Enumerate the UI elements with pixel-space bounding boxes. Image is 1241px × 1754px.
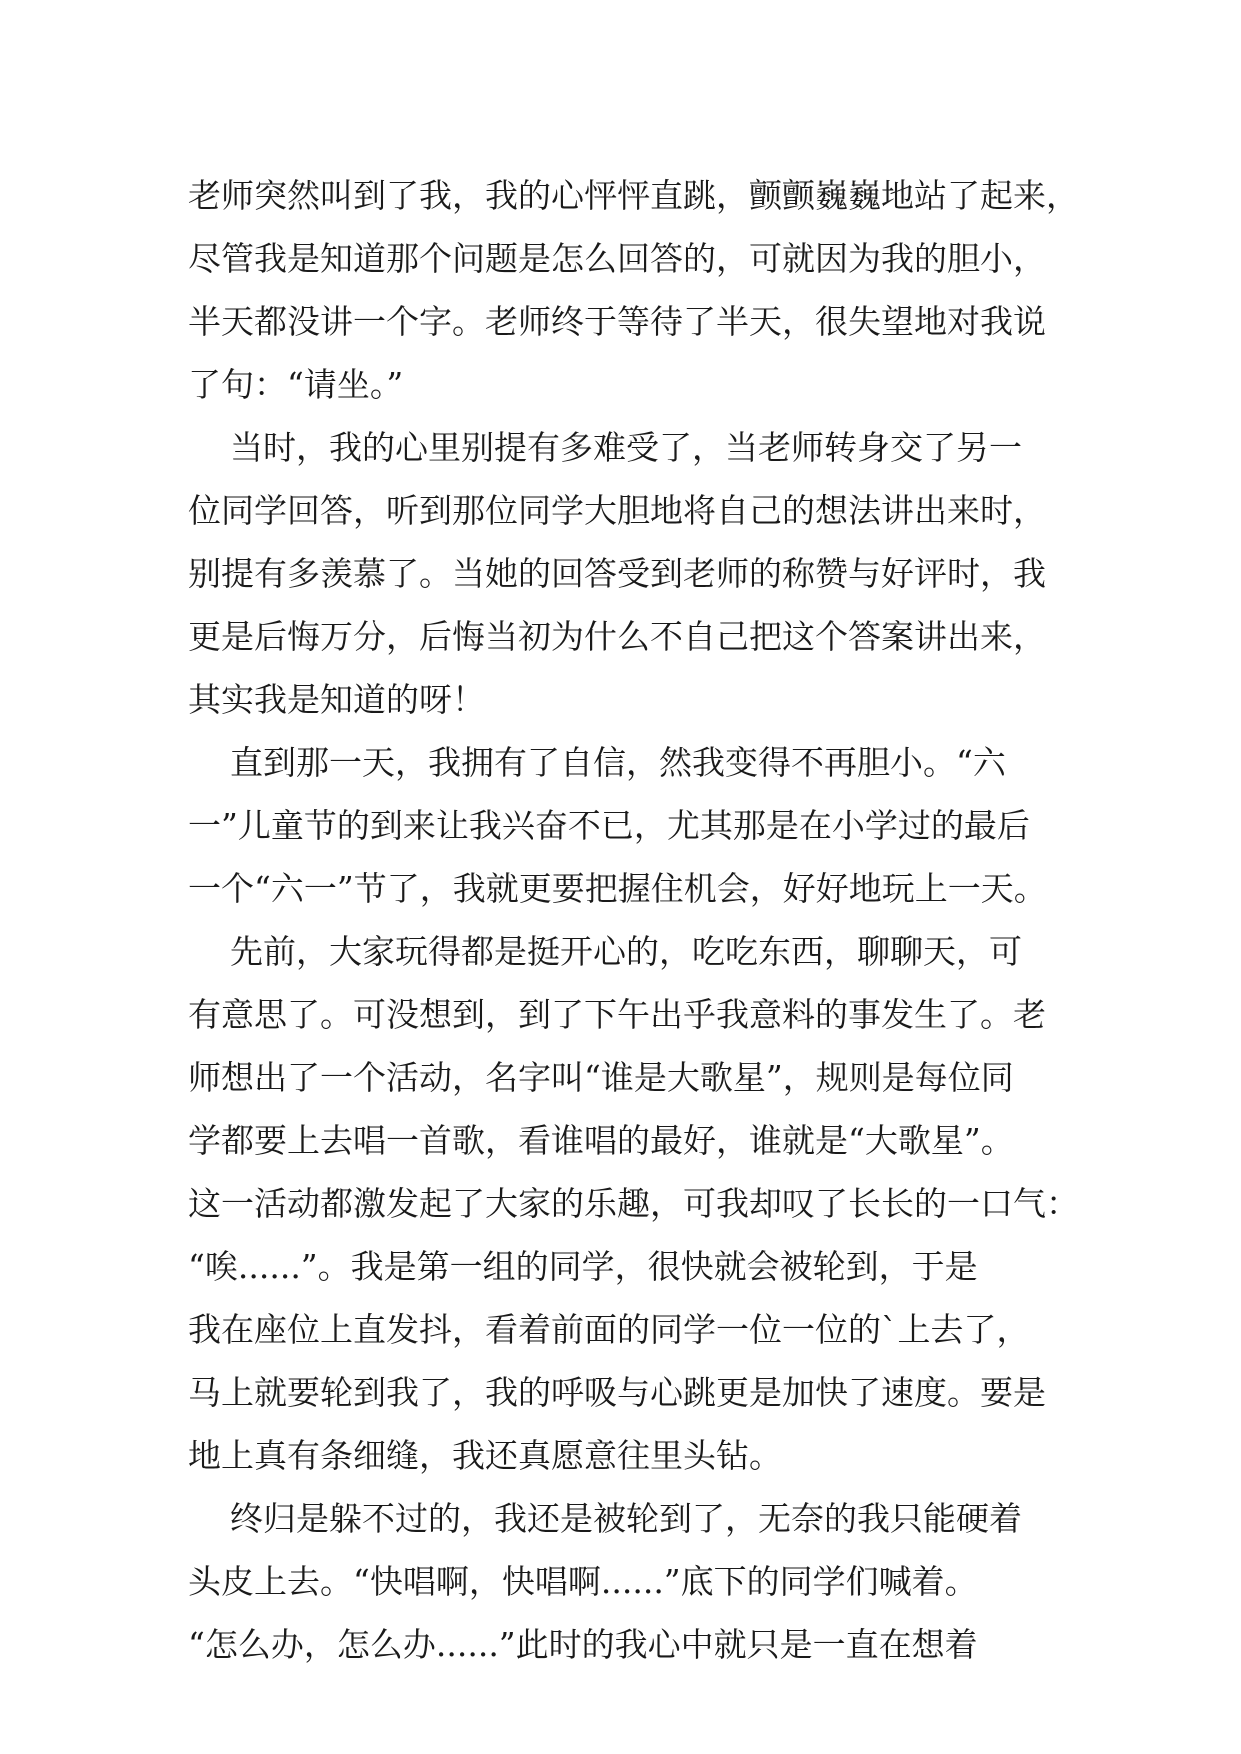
text-line: 头皮上去。“快唱啊，快唱啊......”底下的同学们喊着。 (188, 1562, 978, 1601)
text-line: 有意思了。可没想到，到了下午出乎我意料的事发生了。老 (188, 995, 1046, 1034)
text-line: 这一活动都激发起了大家的乐趣，可我却叹了长长的一口气： (188, 1184, 1079, 1223)
text-line: 我在座位上直发抖，看着前面的同学一位一位的`上去了， (188, 1310, 1030, 1349)
text-line: 了句：“请坐。” (188, 365, 404, 404)
body-text (188, 164, 1079, 1676)
text-line: 老师突然叫到了我，我的心怦怦直跳，颤颤巍巍地站了起来， (188, 176, 1079, 215)
text-line: 直到那一天，我拥有了自信，然我变得不再胆小。“六 (188, 743, 1006, 782)
text-line: 别提有多羡慕了。当她的回答受到老师的称赞与好评时，我 (188, 554, 1046, 593)
text-line: 地上真有条细缝，我还真愿意往里头钻。 (188, 1436, 782, 1475)
text-line: 一”儿童节的到来让我兴奋不已，尤其那是在小学过的最后 (188, 806, 1030, 845)
text-line: 尽管我是知道那个问题是怎么回答的，可就因为我的胆小， (188, 239, 1046, 278)
text-line: 学都要上去唱一首歌，看谁唱的最好，谁就是“大歌星”。 (188, 1121, 1014, 1160)
text-line: 位同学回答，听到那位同学大胆地将自己的想法讲出来时， (188, 491, 1046, 530)
text-line: 更是后悔万分，后悔当初为什么不自己把这个答案讲出来， (188, 617, 1046, 656)
text-line: 终归是躲不过的，我还是被轮到了，无奈的我只能硬着 (188, 1499, 1022, 1538)
text-line: 师想出了一个活动，名字叫“谁是大歌星”，规则是每位同 (188, 1058, 1014, 1097)
text-line: 半天都没讲一个字。老师终于等待了半天，很失望地对我说 (188, 302, 1046, 341)
text-line: 先前，大家玩得都是挺开心的，吃吃东西，聊聊天，可 (188, 932, 1022, 971)
text-line: 一个“六一”节了，我就更要把握住机会，好好地玩上一天。 (188, 869, 1047, 908)
text-line: “怎么办，怎么办......”此时的我心中就只是一直在想着 (188, 1625, 978, 1664)
text-line: 其实我是知道的呀！ (188, 680, 485, 719)
text-line: “唉......”。我是第一组的同学，很快就会被轮到，于是 (188, 1247, 978, 1286)
text-line: 马上就要轮到我了，我的呼吸与心跳更是加快了速度。要是 (188, 1373, 1046, 1412)
text-line: 当时，我的心里别提有多难受了，当老师转身交了另一 (188, 428, 1022, 467)
